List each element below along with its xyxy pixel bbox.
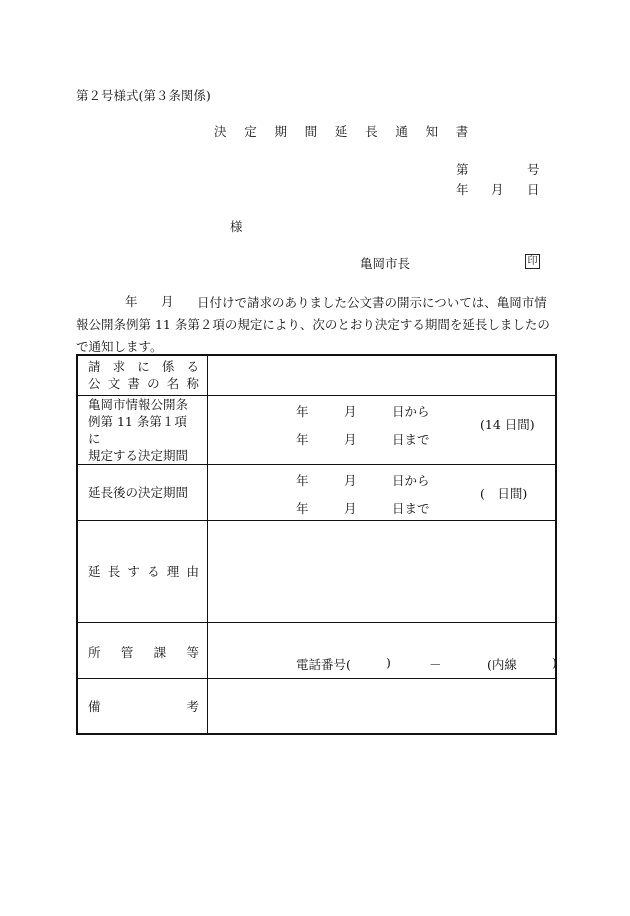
label-line: 亀岡市情報公開条 (88, 396, 189, 412)
table-row (77, 464, 556, 520)
form-label: 第２号様式(第３条関係) (76, 88, 211, 103)
value-remarks[interactable] (208, 678, 557, 734)
label-reason (77, 520, 208, 622)
document-title: 決 定 期 間 延 長 通 知 書 (214, 124, 476, 139)
label-line: 例第 11 条第１項に (88, 413, 187, 446)
table-row (77, 678, 556, 734)
from-month: 月 (344, 403, 357, 419)
label-line: 請 求 に 係 る (88, 359, 199, 375)
from-month: 月 (344, 472, 357, 488)
date-month: 月 (491, 182, 504, 197)
sender-name: 亀岡市長 (360, 256, 411, 271)
label-original-period (77, 395, 208, 464)
value-department[interactable] (208, 622, 557, 678)
phone-label: 電話番号( (296, 656, 351, 672)
body-text: 日付けで請求のありました公文書の開示については、亀岡市情報公開条例第 11 条第２項の規定により、次のとおり決定する期間を延長しましたので通知します。 (76, 295, 550, 354)
label-line: 規定する決定期間 (88, 447, 189, 463)
label-document-name (77, 355, 208, 395)
body-year: 年 (125, 294, 138, 309)
days-count: (14 日間) (480, 416, 535, 432)
remarks-left: 備 (88, 698, 101, 714)
value-original-period[interactable] (208, 395, 557, 464)
days-count: ( 日間) (480, 485, 528, 501)
extension-label: (内線 (487, 656, 517, 672)
table-row (77, 520, 556, 622)
table-row (77, 395, 556, 464)
seal-mark: 印 (525, 254, 540, 269)
value-extended-period[interactable] (208, 464, 557, 520)
from-day: 日から (392, 472, 430, 488)
request-table (76, 354, 557, 735)
from-year: 年 (296, 403, 309, 419)
addressee-honorific: 様 (230, 219, 243, 234)
extension-close: ) (552, 654, 557, 670)
from-year: 年 (296, 472, 309, 488)
remarks-right: 考 (186, 698, 199, 714)
phone-dash: － (429, 656, 442, 672)
from-day: 日から (392, 403, 430, 419)
label-extended-period: 延長後の決定期間 (77, 464, 208, 520)
label-text: 所 管 課 等 (88, 644, 199, 660)
to-day: 日まで (392, 431, 430, 447)
to-day: 日まで (392, 500, 430, 516)
phone-close: ) (386, 654, 391, 670)
date-year: 年 (456, 182, 469, 197)
body-month: 月 (161, 294, 174, 309)
label-department (77, 622, 208, 678)
to-month: 月 (344, 431, 357, 447)
body-paragraph (76, 292, 558, 358)
table-row (77, 622, 556, 678)
to-year: 年 (296, 431, 309, 447)
doc-number-prefix: 第 (456, 162, 469, 177)
label-remarks (77, 678, 208, 734)
label-line: 公 文 書 の 名 称 (88, 376, 199, 392)
to-month: 月 (344, 500, 357, 516)
value-document-name[interactable] (208, 355, 557, 395)
date-day: 日 (527, 182, 540, 197)
doc-number-suffix: 号 (527, 162, 540, 177)
label-text: 延 長 す る 理 由 (88, 564, 199, 579)
value-reason[interactable] (208, 520, 557, 622)
table-row (77, 355, 556, 395)
to-year: 年 (296, 500, 309, 516)
